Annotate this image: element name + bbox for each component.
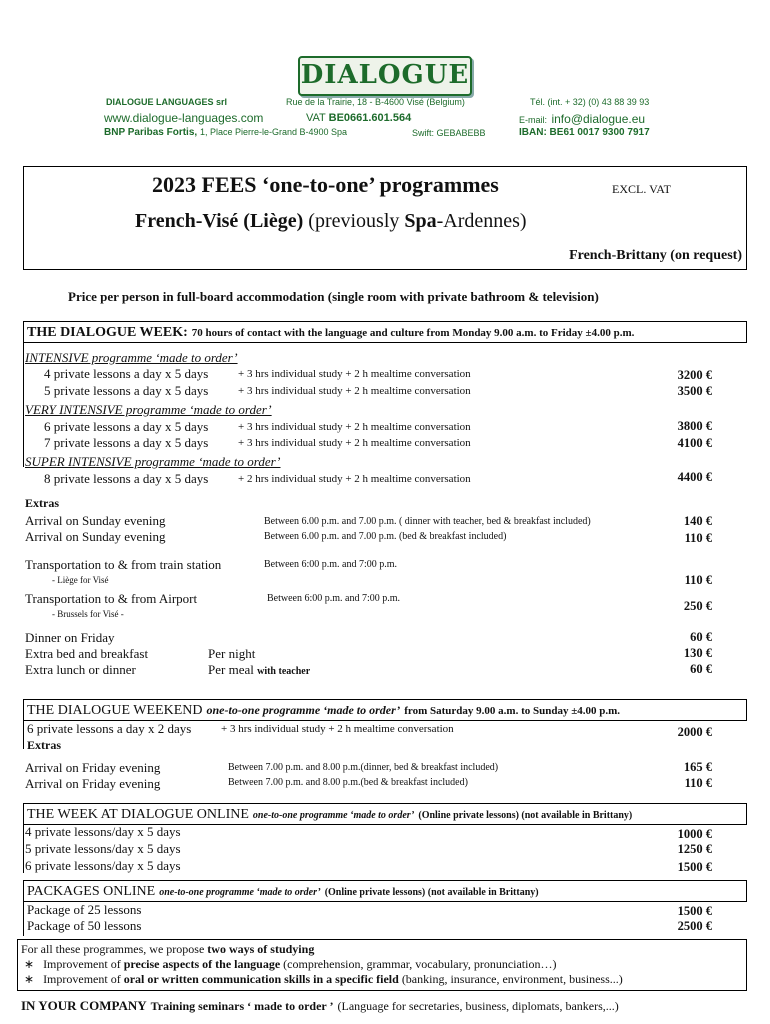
extra-row-1-price: 140 €	[683, 514, 712, 528]
bank-address: 1, Place Pierre-le-Grand B-4900 Spa	[199, 127, 348, 137]
extra-row-1-label: Arrival on Sunday evening	[25, 513, 166, 528]
company-line	[21, 997, 619, 1015]
weekend-extra-2-price: 110 €	[684, 776, 712, 790]
very-row-2-detail: + 3 hrs individual study + 2 h mealtime conversation	[238, 437, 471, 449]
packages-heading-desc: (Online private lessons) (not available in Brittany)	[324, 887, 539, 898]
bullet-2-icon: ∗	[24, 972, 41, 986]
ways-item-1-bold: precise aspects of the language	[123, 957, 281, 971]
online-row-2-label: 5 private lessons/day x 5 days	[25, 841, 181, 856]
ways-intro-bold: two ways of studying	[207, 942, 315, 956]
lunch-label: Extra lunch or dinner	[25, 662, 136, 677]
extra-row-2-price: 110 €	[684, 531, 712, 545]
location-previously: (previously	[308, 210, 400, 232]
bank-name: BNP Paribas Fortis,	[104, 127, 198, 138]
email-link[interactable]: info@dialogue.eu	[551, 112, 646, 126]
weekend-row-detail: + 3 hrs individual study + 2 h mealtime conversation	[221, 723, 454, 735]
super-row-1-lessons: 8 private lessons a day x 5 days	[44, 471, 209, 486]
weekend-extra-1-detail: Between 7.00 p.m. and 8.00 p.m.(dinner, bed & breakfast included)	[228, 762, 499, 773]
extra-row-2-detail: Between 6.00 p.m. and 7.00 p.m. (bed & breakfast included)	[264, 531, 507, 542]
extra-row-2-label: Arrival on Sunday evening	[25, 529, 166, 544]
location-spa: Spa	[404, 210, 437, 232]
vat-number: BE0661.601.564	[328, 112, 412, 124]
logo	[298, 56, 472, 96]
package-row-2-label: Package of 50 lessons	[27, 918, 142, 933]
train-sub: - Liège for Visé	[52, 575, 109, 585]
location-ardennes: -Ardennes)	[436, 210, 527, 232]
packages-heading-italic: one-to-one programme ‘made to order’	[159, 887, 321, 898]
excl-vat: EXCL. VAT	[612, 182, 671, 196]
swift-code: Swift: GEBABEBB	[412, 128, 486, 138]
lunch-unit-per-meal: Per meal	[208, 662, 254, 677]
online-row-1-price: 1000 €	[677, 827, 712, 841]
lunch-unit	[208, 662, 310, 678]
week-heading	[27, 323, 634, 341]
company-address: Rue de la Trairie, 18 - B-4600 Visé (Belgium)	[286, 97, 465, 107]
company-bold: Training seminars ‘ made to order ’	[150, 999, 334, 1013]
very-row-1-price: 3800 €	[677, 419, 712, 433]
very-row-1-lessons: 6 private lessons a day x 5 days	[44, 419, 209, 434]
online-row-1-label: 4 private lessons/day x 5 days	[25, 824, 181, 839]
bnb-label: Extra bed and breakfast	[25, 646, 149, 661]
ways-intro	[21, 942, 314, 957]
intensive-title: INTENSIVE programme ‘made to order’	[25, 350, 238, 365]
package-row-1-price: 1500 €	[677, 904, 712, 918]
weekend-extra-2-detail: Between 7.00 p.m. and 8.00 p.m.(bed & breakfast included)	[228, 777, 468, 788]
extras-title: Extras	[25, 496, 59, 510]
company-desc: (Language for secretaries, business, diplomats, bankers,...)	[337, 999, 619, 1013]
intensive-row-1-lessons: 4 private lessons a day x 5 days	[44, 366, 209, 381]
email-info	[519, 110, 645, 128]
very-row-1-detail: + 3 hrs individual study + 2 h mealtime conversation	[238, 421, 471, 433]
packages-heading-title: PACKAGES ONLINE	[27, 884, 156, 899]
online-heading-title: THE WEEK AT DIALOGUE ONLINE	[27, 807, 249, 822]
ways-item-2-pre: Improvement of	[43, 972, 121, 986]
intensive-row-1-price: 3200 €	[677, 368, 712, 382]
lunch-unit-extra: with teacher	[257, 666, 311, 677]
online-heading-italic: one-to-one programme ‘made to order’	[252, 810, 415, 821]
company-name: DIALOGUE LANGUAGES srl	[106, 97, 228, 107]
email-label: E-mail:	[519, 115, 548, 125]
ways-item-1-post: (comprehension, grammar, vocabulary, pronunciation…)	[283, 957, 557, 971]
weekend-heading	[27, 701, 620, 719]
ways-item-2-bold: oral or written communication skills in a specific field	[123, 972, 399, 986]
vat-info	[306, 112, 411, 124]
ways-item-2	[24, 972, 623, 987]
airport-price: 250 €	[683, 599, 712, 613]
super-row-1-price: 4400 €	[677, 470, 712, 484]
weekend-extra-1-label: Arrival on Friday evening	[25, 760, 161, 775]
weekend-row-lessons: 6 private lessons a day x 2 days	[27, 721, 192, 736]
weekend-row-price: 2000 €	[677, 725, 712, 739]
dinner-label: Dinner on Friday	[25, 630, 115, 645]
vat-label: VAT	[306, 112, 326, 124]
company-tel: Tél. (int. + 32) (0) 43 88 39 93	[530, 97, 650, 107]
weekend-heading-desc: from Saturday 9.00 a.m. to Sunday ±4.00 p.m.	[404, 705, 621, 717]
weekend-extra-2-label: Arrival on Friday evening	[25, 776, 161, 791]
weekend-extras-title: Extras	[27, 738, 61, 752]
online-row-2-price: 1250 €	[677, 842, 712, 856]
week-heading-title: THE DIALOGUE WEEK:	[27, 325, 188, 340]
dinner-price: 60 €	[690, 630, 712, 644]
brittany-note: French-Brittany (on request)	[569, 248, 742, 263]
train-price: 110 €	[684, 573, 712, 587]
airport-sub: - Brussels for Visé -	[52, 609, 124, 619]
location-line	[135, 210, 527, 233]
very-intensive-title: VERY INTENSIVE programme ‘made to order’	[25, 402, 272, 417]
bank-info	[104, 127, 347, 138]
ways-item-1	[24, 957, 556, 972]
bnb-price: 130 €	[683, 646, 712, 660]
train-detail: Between 6:00 p.m. and 7:00 p.m.	[264, 559, 398, 570]
week-heading-desc: 70 hours of contact with the language and culture from Monday 9.00 a.m. to Friday ±4.00 p.m.	[191, 327, 635, 339]
online-row-3-label: 6 private lessons/day x 5 days	[25, 858, 181, 873]
location-vise: French-Visé (Liège)	[135, 210, 304, 232]
logo-text: DIALOGUE	[300, 60, 470, 90]
extra-row-1-detail: Between 6.00 p.m. and 7.00 p.m. ( dinner with teacher, bed & breakfast included)	[264, 516, 591, 527]
online-heading-desc: (Online private lessons) (not available in Brittany)	[418, 810, 633, 821]
company-heading: IN YOUR COMPANY	[21, 998, 147, 1013]
intensive-row-2-lessons: 5 private lessons a day x 5 days	[44, 383, 209, 398]
package-row-2-price: 2500 €	[677, 919, 712, 933]
intensive-row-2-price: 3500 €	[677, 384, 712, 398]
lunch-price: 60 €	[690, 662, 712, 676]
bullet-1-icon: ∗	[24, 957, 41, 971]
online-row-3-price: 1500 €	[677, 860, 712, 874]
super-row-1-detail: + 2 hrs individual study + 2 h mealtime conversation	[238, 473, 471, 485]
train-label: Transportation to & from train station	[25, 557, 222, 572]
weekend-heading-italic: one-to-one programme ‘made to order’	[206, 703, 401, 717]
bnb-unit: Per night	[208, 646, 256, 661]
ways-item-2-post: (banking, insurance, environment, business...)	[401, 972, 623, 986]
page-title: 2023 FEES ‘one-to-one’ programmes	[152, 172, 499, 197]
website-link[interactable]: www.dialogue-languages.com	[104, 111, 264, 125]
weekend-heading-title: THE DIALOGUE WEEKEND	[27, 703, 203, 718]
ways-intro-text: For all these programmes, we propose	[21, 942, 205, 956]
very-row-2-lessons: 7 private lessons a day x 5 days	[44, 435, 209, 450]
intensive-row-2-detail: + 3 hrs individual study + 2 h mealtime conversation	[238, 385, 471, 397]
super-intensive-title: SUPER INTENSIVE programme ‘made to order’	[25, 454, 281, 469]
iban: IBAN: BE61 0017 9300 7917	[519, 127, 650, 138]
ways-item-1-pre: Improvement of	[43, 957, 121, 971]
weekend-extra-1-price: 165 €	[683, 760, 712, 774]
airport-detail: Between 6:00 p.m. and 7:00 p.m.	[267, 593, 401, 604]
package-row-1-label: Package of 25 lessons	[27, 902, 142, 917]
very-row-2-price: 4100 €	[677, 436, 712, 450]
online-heading	[27, 805, 632, 823]
packages-heading	[27, 882, 539, 900]
intensive-row-1-detail: + 3 hrs individual study + 2 h mealtime conversation	[238, 368, 471, 380]
airport-label: Transportation to & from Airport	[25, 591, 198, 606]
price-subtitle: Price per person in full-board accommodation (single room with private bathroom & television)	[68, 289, 599, 304]
